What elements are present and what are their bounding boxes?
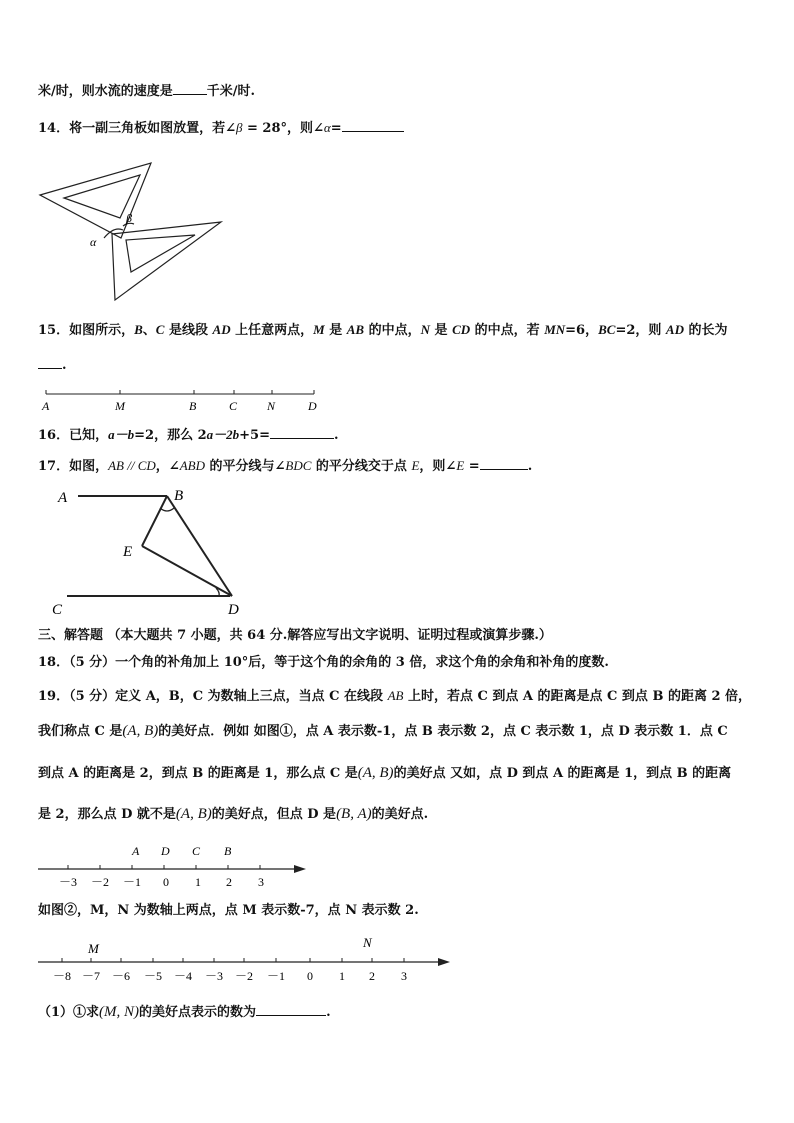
question-14: 14．将一副三角板如图放置，若∠β = 28°，则∠α= — [38, 119, 404, 138]
number-line-figure-2 — [36, 932, 456, 988]
line-BE — [142, 496, 167, 546]
label-alpha: α — [90, 235, 97, 249]
tick-label: 3 — [258, 875, 264, 889]
tick-label: －2 — [234, 969, 254, 983]
answer-blank — [256, 1003, 326, 1016]
tick-label: －5 — [143, 969, 163, 983]
point-label-B: B — [174, 488, 184, 504]
point-label-C: C — [229, 399, 238, 413]
set-square-lower — [112, 222, 221, 300]
q17-parallel-lines-figure — [50, 484, 255, 619]
tick-label: －1 — [122, 875, 142, 889]
tick-label: －3 — [58, 875, 78, 889]
tick-label: －1 — [266, 969, 286, 983]
question-15: 15．如图所示，B、C 是线段 AD 上任意两点，M 是 AB 的中点，N 是 CD 的中点，若 MN=6，BC=2，则 AD 的长为 — [38, 322, 728, 338]
question-19-line-1: 19．（5 分）定义 A，B，C 为数轴上三点，当点 C 在线段 AB 上时，若点 C 到点 A 的距离是点 C 到点 B 的距离 2 倍， — [38, 688, 752, 704]
angle-B-arc — [160, 508, 174, 511]
tick-label: 0 — [163, 875, 169, 889]
question-19-part-1: （1）①求(M, N)的美好点表示的数为 . — [38, 1004, 331, 1020]
point-label-B: B — [224, 844, 232, 858]
tick-label: －7 — [81, 969, 101, 983]
point-label-C: C — [192, 844, 201, 858]
point-label-D: D — [228, 602, 239, 618]
tick-label: 2 — [369, 969, 375, 983]
tick-label: －4 — [173, 969, 193, 983]
answer-blank — [342, 119, 404, 132]
number-line-figure-1 — [36, 840, 311, 892]
point-label-D: D — [308, 399, 317, 413]
point-label-E: E — [123, 544, 133, 560]
line-BD — [167, 496, 232, 596]
tick-label: 1 — [339, 969, 345, 983]
point-label-C: C — [52, 602, 63, 618]
point-label-N: N — [267, 399, 276, 413]
q15-segment-figure — [38, 386, 328, 416]
point-label-A: A — [58, 490, 68, 506]
answer-blank — [38, 356, 62, 369]
tick-label: －8 — [52, 969, 72, 983]
answer-blank — [270, 426, 334, 439]
q14-triangle-figure — [38, 160, 228, 305]
point-label-D: D — [161, 844, 170, 858]
tick-label: －6 — [111, 969, 131, 983]
arrow-head — [294, 865, 306, 873]
line-ED — [142, 546, 232, 596]
question-19-line-4: 是 2，那么点 D 就不是(A, B)的美好点，但点 D 是(B, A)的美好点. — [38, 806, 429, 822]
section-3-heading: 三、解答题 （本大题共 7 小题，共 64 分.解答应写出文字说明、证明过程或演算步骤.） — [38, 628, 552, 643]
question-17: 17．如图，AB // CD，∠ABD 的平分线与∠BDC 的平分线交于点 E，则∠E = . — [38, 458, 533, 474]
point-label-M: M — [115, 399, 125, 413]
label-beta: β — [126, 211, 132, 225]
question-19-figure-2-text: 如图②，M，N 为数轴上两点，点 M 表示数-7，点 N 表示数 2. — [38, 903, 419, 918]
question-16: 16．已知，a－b=2，那么 2a－2b+5= . — [38, 427, 339, 443]
answer-blank — [480, 457, 528, 470]
tick-label: 0 — [307, 969, 313, 983]
answer-blank — [173, 82, 207, 95]
point-label-A: A — [42, 399, 50, 413]
question-18: 18．（5 分）一个角的补角加上 10°后，等于这个角的余角的 3 倍，求这个角的余角和补角的度数. — [38, 655, 609, 670]
point-label-A: A — [132, 844, 140, 858]
tick-label: 2 — [226, 875, 232, 889]
tick-label: 1 — [195, 875, 201, 889]
point-label-M: M — [88, 941, 99, 956]
tick-label: －2 — [90, 875, 110, 889]
point-label-N: N — [363, 935, 372, 950]
tick-label: －3 — [204, 969, 224, 983]
set-square-upper — [40, 163, 151, 238]
point-label-B: B — [189, 399, 197, 413]
question-15-blank-line: . — [38, 356, 67, 375]
tick-label: 3 — [401, 969, 407, 983]
q13-tail: 米/时，则水流的速度是 千米/时. — [38, 84, 256, 99]
question-19-line-2: 我们称点 C 是(A, B)的美好点．例如 如图①，点 A 表示数-1，点 B 表示数 2，点 C 表示数 1，点 D 表示数 1．点 C — [38, 723, 728, 739]
question-19-line-3: 到点 A 的距离是 2，到点 B 的距离是 1，那么点 C 是(A, B)的美好点 又如，点 D 到点 A 的距离是 1，到点 B 的距离 — [38, 765, 732, 781]
arrow-head — [438, 958, 450, 966]
